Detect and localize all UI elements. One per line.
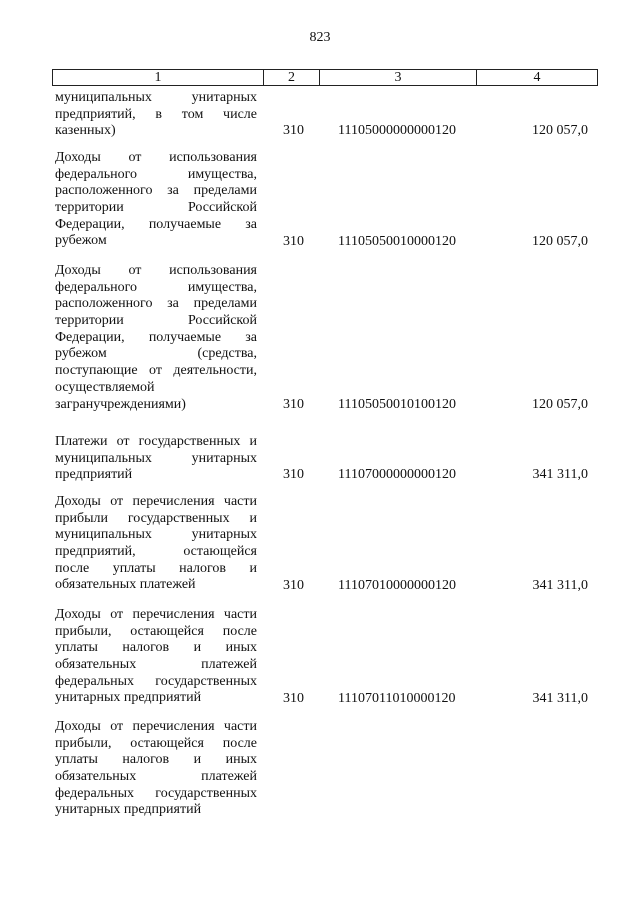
description-line: унитарных предприятий bbox=[55, 802, 202, 818]
row-description bbox=[55, 434, 257, 484]
description-line: федеральных государственных bbox=[55, 673, 257, 689]
kbk-code: 11107000000000120 bbox=[338, 467, 456, 483]
description-line: предприятий, остающейся bbox=[55, 544, 257, 560]
table-header-row bbox=[52, 69, 598, 86]
description-line: предприятий, в том числе bbox=[55, 106, 257, 122]
description-line: федерального имущества, bbox=[55, 279, 257, 295]
header-col-4: 4 bbox=[533, 70, 541, 85]
description-line: рубежом (средства, bbox=[55, 346, 257, 362]
description-line: прибыли, остающейся после bbox=[55, 735, 257, 751]
description-line: расположенного за пределами bbox=[55, 296, 257, 312]
description-line: предприятий bbox=[55, 467, 133, 483]
description-line: Доходы от перечисления части bbox=[55, 494, 257, 509]
admin-code: 310 bbox=[283, 396, 304, 412]
kbk-code: 11105000000000120 bbox=[338, 123, 456, 139]
description-line: Доходы от использования bbox=[55, 150, 257, 165]
description-line: уплаты налогов и иных bbox=[55, 640, 257, 656]
admin-code: 310 bbox=[283, 467, 304, 483]
admin-code: 310 bbox=[283, 577, 304, 593]
description-line: осуществляемой bbox=[55, 379, 155, 395]
row-description bbox=[55, 263, 257, 413]
row-description bbox=[55, 719, 257, 819]
description-line: территории Российской bbox=[55, 200, 257, 216]
description-line: федерального имущества, bbox=[55, 166, 257, 182]
description-line: расположенного за пределами bbox=[55, 183, 257, 199]
description-line: казенных) bbox=[55, 123, 116, 139]
description-line: уплаты налогов и иных bbox=[55, 752, 257, 768]
kbk-code: 11105050010100120 bbox=[338, 396, 456, 412]
description-line: муниципальных унитарных bbox=[55, 450, 257, 466]
row-description bbox=[55, 90, 257, 140]
description-line: загранучреждениями) bbox=[55, 396, 186, 412]
header-col-3: 3 bbox=[320, 70, 477, 85]
page-number: 823 bbox=[309, 30, 331, 45]
description-line: муниципальных унитарных bbox=[55, 527, 257, 543]
amount-value: 341 311,0 bbox=[532, 467, 588, 483]
amount-value: 341 311,0 bbox=[532, 577, 588, 593]
description-line: Доходы от перечисления части bbox=[55, 719, 257, 734]
header-col-1: 1 bbox=[53, 70, 264, 85]
description-line: обязательных платежей bbox=[55, 769, 257, 785]
admin-code: 310 bbox=[283, 123, 304, 139]
kbk-code: 11107010000000120 bbox=[338, 577, 456, 593]
kbk-code: 11107011010000120 bbox=[338, 690, 456, 706]
kbk-code: 11105050010000120 bbox=[338, 233, 456, 249]
amount-value: 341 311,0 bbox=[532, 690, 588, 706]
description-line: обязательных платежей bbox=[55, 577, 196, 593]
description-line: унитарных предприятий bbox=[55, 690, 202, 706]
description-line: после уплаты налогов и bbox=[55, 560, 257, 576]
description-line: прибыли государственных и bbox=[55, 510, 257, 526]
admin-code: 310 bbox=[283, 690, 304, 706]
row-description bbox=[55, 494, 257, 594]
description-line: поступающие от деятельности, bbox=[55, 363, 257, 379]
row-description bbox=[55, 607, 257, 707]
amount-value: 120 057,0 bbox=[532, 396, 588, 412]
description-line: рубежом bbox=[55, 233, 107, 249]
description-line: Платежи от государственных и bbox=[55, 434, 257, 449]
description-line: Доходы от перечисления части bbox=[55, 607, 257, 622]
amount-value: 120 057,0 bbox=[532, 123, 588, 139]
amount-value: 120 057,0 bbox=[532, 233, 588, 249]
description-line: обязательных платежей bbox=[55, 657, 257, 673]
description-line: Федерации, получаемые за bbox=[55, 216, 257, 232]
admin-code: 310 bbox=[283, 233, 304, 249]
row-description bbox=[55, 150, 257, 250]
description-line: прибыли, остающейся после bbox=[55, 623, 257, 639]
description-line: территории Российской bbox=[55, 313, 257, 329]
header-col-2: 2 bbox=[264, 70, 320, 85]
description-line: федеральных государственных bbox=[55, 785, 257, 801]
description-line: муниципальных унитарных bbox=[55, 90, 257, 105]
description-line: Доходы от использования bbox=[55, 263, 257, 278]
description-line: Федерации, получаемые за bbox=[55, 329, 257, 345]
